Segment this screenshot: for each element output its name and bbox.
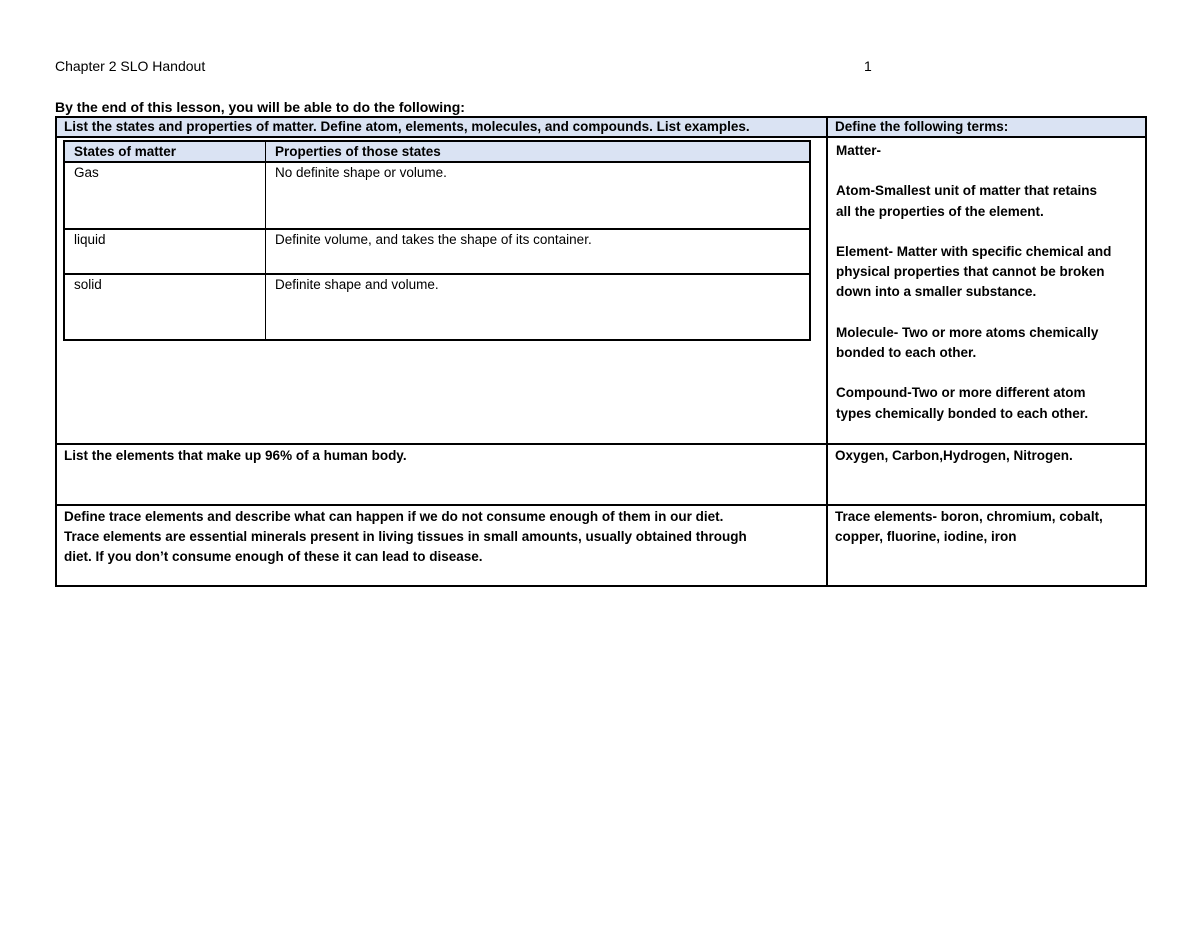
document-title: Chapter 2 SLO Handout (55, 58, 206, 74)
objective-states-heading (57, 118, 828, 136)
body-elements-prompt (57, 445, 828, 504)
state-gas: Gas (65, 163, 266, 228)
body-elements-answer (828, 445, 1145, 504)
definition-molecule (836, 323, 1137, 364)
element-line-3: down into a smaller substance. (836, 284, 1037, 300)
trace-elements-answer (828, 506, 1145, 585)
objective-states-text: List the states and properties of matter. Define atom, elements, molecules, and compounds. List examples. (64, 119, 750, 134)
page-number: 1 (864, 58, 872, 74)
element-line-2: physical properties that cannot be broken (836, 264, 1105, 280)
definitions-cell (828, 138, 1145, 443)
properties-column-header: Properties of those states (275, 144, 441, 159)
matter-text: Matter- (836, 143, 882, 158)
objectives-header-row (57, 118, 1145, 138)
definition-atom (836, 181, 1137, 222)
trace-prompt-line-2: Trace elements are essential minerals present in living tissues in small amounts, usually obtained through (64, 529, 747, 544)
definition-element (836, 242, 1137, 303)
property-liquid: Definite volume, and takes the shape of its container. (275, 232, 592, 247)
states-table-header (65, 142, 809, 163)
trace-prompt-line-3: diet. If you don’t consume enough of these it can lead to disease. (64, 549, 483, 564)
table-row (65, 275, 809, 339)
molecule-line-1: Molecule- Two or more atoms chemically (836, 324, 1099, 340)
property-gas: No definite shape or volume. (275, 165, 447, 180)
trace-elements-row (57, 506, 1145, 585)
molecule-line-2: bonded to each other. (836, 345, 977, 361)
states-definitions-row (57, 138, 1145, 445)
body-elements-prompt-text: List the elements that make up 96% of a human body. (64, 448, 407, 463)
body-elements-row (57, 445, 1145, 506)
definition-matter (836, 141, 1137, 161)
element-line-1: Element- Matter with specific chemical and (836, 243, 1112, 259)
atom-line-2: all the properties of the element. (836, 203, 1044, 219)
definition-compound (836, 383, 1137, 424)
compound-line-2: types chemically bonded to each other. (836, 405, 1089, 421)
states-of-matter-table (63, 140, 811, 341)
intro-heading: By the end of this lesson, you will be able to do the following: (55, 99, 465, 115)
objectives-table (55, 116, 1147, 587)
state-liquid: liquid (65, 230, 266, 273)
property-solid: Definite shape and volume. (275, 277, 439, 292)
define-terms-text: Define the following terms: (835, 119, 1009, 134)
define-terms-heading (828, 118, 1145, 136)
states-column-header: States of matter (65, 142, 266, 161)
trace-prompt-line-1: Define trace elements and describe what can happen if we do not consume enough of them in our diet. (64, 509, 724, 524)
trace-answer-line-1: Trace elements- boron, chromium, cobalt, (835, 509, 1103, 524)
states-cell (57, 138, 828, 443)
table-row (65, 163, 809, 230)
compound-line-1: Compound-Two or more different atom (836, 385, 1086, 401)
trace-elements-prompt (57, 506, 828, 585)
body-elements-answer-text: Oxygen, Carbon,Hydrogen, Nitrogen. (835, 448, 1073, 463)
state-solid: solid (65, 275, 266, 339)
trace-answer-line-2: copper, fluorine, iodine, iron (835, 529, 1017, 544)
table-row (65, 230, 809, 275)
atom-line-1: Atom-Smallest unit of matter that retains (836, 183, 1098, 199)
